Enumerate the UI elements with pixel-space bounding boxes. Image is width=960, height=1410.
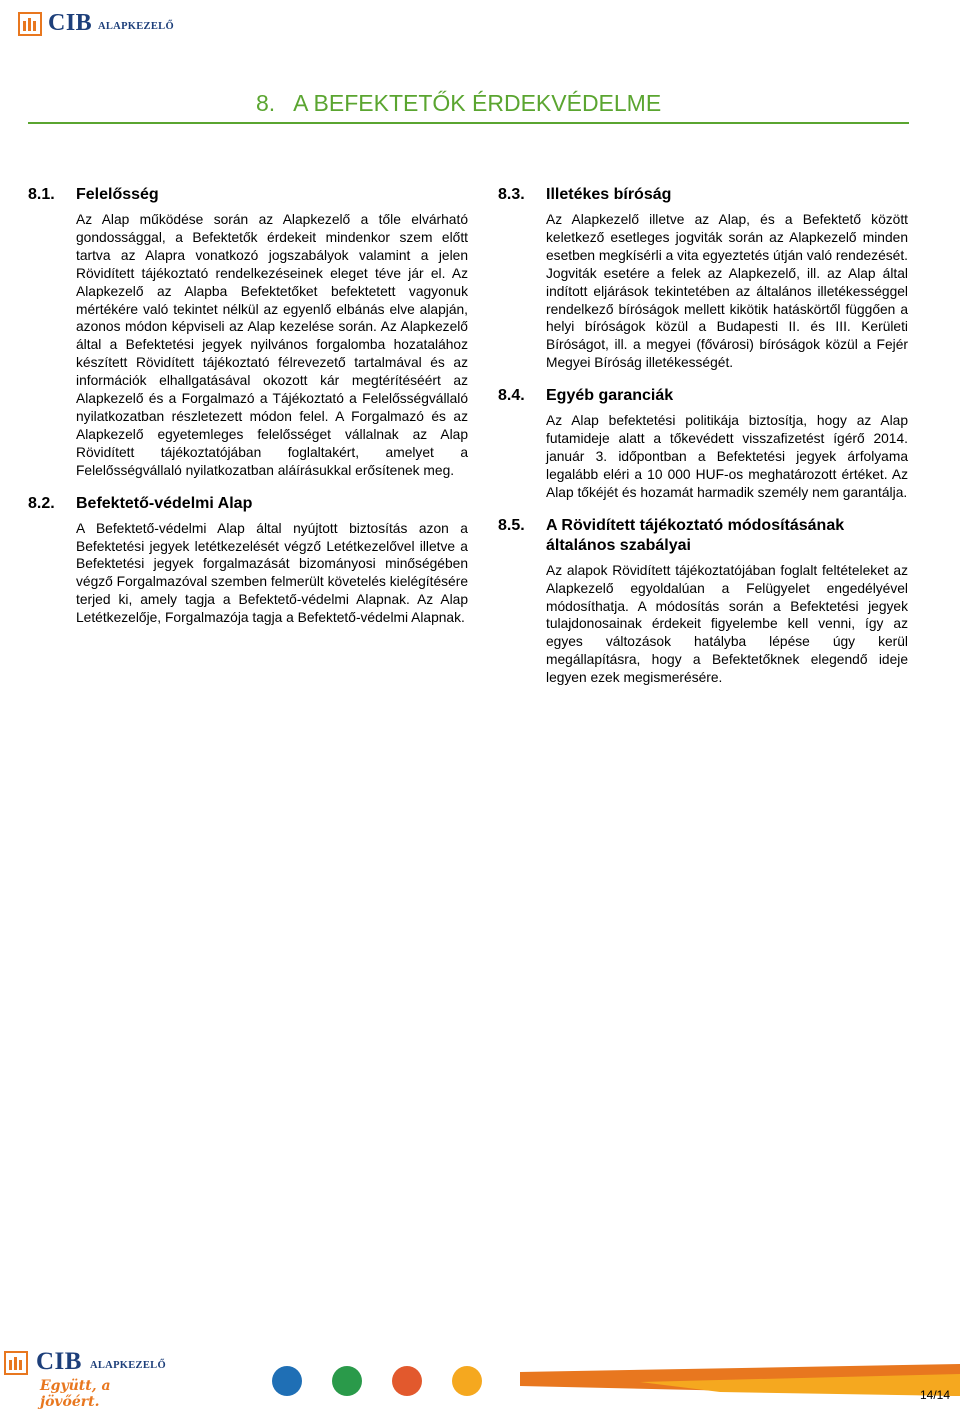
section-heading [28,185,468,205]
section-body: Az Alap befektetési politikája biztosítja, hogy az Alap futamideje alatt a tőkevédett visszafizetést ígérő 2014. január 3. időpontban a Befektetési jegyek árfolyama legalább eléri a 10 000 HUF-os meghatározott értéket. Az Alap tőkéjét és hozamát harmadik személy nem garantálja. [546,413,908,500]
section-8-1 [28,185,468,480]
section-number: 8.4. [498,387,525,405]
left-column [28,185,468,641]
header-logo [18,8,174,40]
green-dot [332,1366,362,1396]
blue-dot [272,1366,302,1396]
red-dot [392,1366,422,1396]
section-title: Befektető-védelmi Alap [76,494,253,512]
section-heading [498,386,908,406]
section-8-2 [28,494,468,627]
section-number: 8.5. [498,516,525,534]
section-title: Egyéb garanciák [546,387,674,405]
logo-subtext: ALAPKEZELŐ [90,1360,166,1371]
section-number: 8.3. [498,186,525,203]
section-heading [498,185,908,205]
section-8-3 [498,185,908,372]
logo-subtext: ALAPKEZELŐ [98,21,174,32]
section-title: Felelősség [76,186,159,203]
section-body: Az Alapkezelő illetve az Alap, és a Befektető között keletkező esetleges jogviták során az Alapkezelő minden esetben megkísérli a vita egyeztetés útján való rendezését. Jogviták esetére a felek az Alapkezelő, ill. az Alap által indított eljárások tekintetében az általános illetékességgel rendelkező bíróságok mellett kikötik hatáskörtől függően a helyi bíróságok közül a Budapesti II. és III. Kerületi Bíróságot, ill. a megyei (fővárosi) bíróságok közül a Fejér Megyei Bíróság illetékességét. [546,212,908,371]
cib-logo-icon [4,1351,28,1375]
footer-color-stripe [520,1364,960,1396]
section-title: Illetékes bíróság [546,186,672,203]
section-heading [28,494,468,514]
slogan: Együtt, a jövőért. [40,1378,111,1410]
section-heading [498,516,908,556]
page-number: 14/14 [919,1388,950,1402]
logo-text: CIB [48,10,93,36]
section-title: A Rövidített tájékoztató módosításának általános szabályai [546,516,845,554]
cib-logo-icon [18,12,42,36]
section-body: Az Alap működése során az Alapkezelő a tőle elvárható gondossággal, a Befektetők érdekeit mindenkor szem előtt tartva az Alapra vonatkozó jogszabályok valamint a jelen Rövidített tájékoztató rendelkezéseinek eleget téve jár el. Az Alapkezelő az Alapba Befektetőket befektetett vagyonuk mértékére való tekintet nélkül az egyenlő elbánás elve alapján, azonos módon képviseli az Alap kezelése során. Az Alapkezelő által a Befektetési jegyek nyilvános forgalomba hozatalához készített Rövidített tájékoztató félrevezető tartalmával és az információk elhallgatásával okozott kár megtérítéséért az Alapkezelő és a Forgalmazó a Tájékoztató a Felelősségvállaló nyilatkozatban részletezett módon felel. A Forgalmazó és az Alapkezelő egyetemleges felelősséget vállalnak az Alap Rövidített tájékoztatójában foglaltakért, amelyet a Felelősségvállaló nyilatkozatban aláírásukkal erősítenek meg. [76,212,468,478]
section-number: 8.1. [28,186,55,203]
chapter-divider [28,122,909,124]
section-number: 8.2. [28,494,55,512]
right-column [498,185,908,701]
section-body: Az alapok Rövidített tájékoztatójában foglalt feltételeket az Alapkezelő egyoldalúan a Felügyelet engedélyével módosíthatja. A módosítás során a Befektetési jegyek tulajdonosainak érdekeit figyelembe kell venni, így az egyes változások hatályba lépése úgy kerül megállapításra, hogy a Befektetőknek elegendő ideje legyen ezek megismerésére. [546,562,908,686]
logo-text: CIB [36,1348,82,1375]
section-8-5 [498,516,908,687]
yellow-dot [452,1366,482,1396]
section-8-4 [498,386,908,502]
chapter-title: 8. A BEFEKTETŐK ÉRDEKVÉDELME [256,90,662,116]
section-body: A Befektető-védelmi Alap által nyújtott biztosítás azon a Befektetési jegyek letétkezelését végző Letétkezelővel illetve a Befektetési jegyek forgalmazását bizományosi minőségében végző Forgalmazóval szemben felmerült követelés kielégítésére terjed ki, amely tagja a Befektető-védelmi Alapnak. Az Alap Letétkezelője, Forgalmazója tagja a Befektető-védelmi Alapnak. [76,520,468,626]
footer-logo [4,1348,174,1410]
